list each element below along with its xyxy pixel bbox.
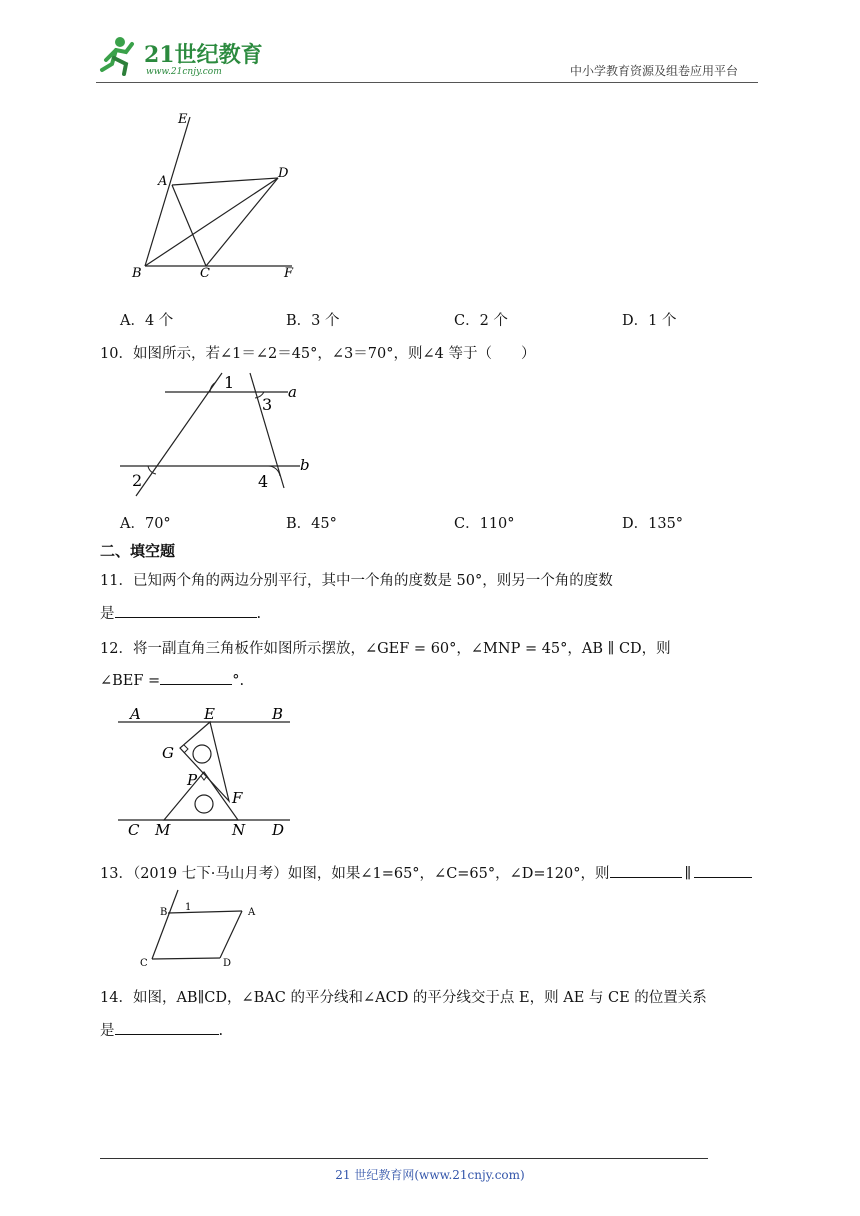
q12-line1: 12．将一副直角三角板作如图所示摆放，∠GEF = 60°，∠MNP = 45°，AB ∥ CD，则 — [100, 641, 671, 657]
svg-text:1: 1 — [224, 373, 235, 392]
q10-option-c: C．110° — [454, 516, 515, 532]
logo-url: www.21cnjy.com — [146, 67, 222, 77]
svg-text:C: C — [200, 266, 210, 281]
q9-option-c: C．2 个 — [454, 313, 508, 329]
svg-text:B: B — [272, 705, 284, 723]
figure-q10 — [110, 368, 320, 498]
svg-text:1: 1 — [185, 902, 192, 913]
svg-text:D: D — [278, 166, 289, 181]
q14-line2: 是 . — [100, 1019, 223, 1040]
svg-text:F: F — [284, 266, 294, 281]
q9-option-b: B．3 个 — [286, 313, 340, 329]
logo-text: 21世纪教育 — [144, 42, 263, 68]
svg-text:B: B — [132, 266, 142, 281]
svg-text:M: M — [155, 821, 171, 839]
q14-line1: 14．如图，AB∥CD，∠BAC 的平分线和∠ACD 的平分线交于点 E，则 AE 与 CE 的位置关系 — [100, 990, 707, 1006]
svg-text:A: A — [130, 705, 141, 723]
q9-option-d: D．1 个 — [622, 313, 677, 329]
q10-option-b: B．45° — [286, 516, 337, 532]
svg-text:B: B — [160, 907, 168, 918]
figure-q9 — [120, 105, 320, 290]
svg-text:D: D — [272, 821, 285, 839]
svg-text:a: a — [288, 383, 297, 401]
q9-option-a: A．4 个 — [120, 313, 174, 329]
q12-line2: ∠BEF = °. — [100, 670, 244, 689]
svg-text:A: A — [248, 907, 256, 918]
svg-text:N: N — [232, 821, 246, 839]
svg-text:E: E — [204, 705, 215, 723]
q13-answer-blank-1 — [610, 863, 682, 878]
svg-text:E: E — [178, 112, 188, 127]
q11-line1: 11．已知两个角的两边分别平行，其中一个角的度数是 50°，则另一个角的度数 — [100, 573, 613, 589]
site-logo — [96, 30, 266, 80]
footer-divider — [100, 1158, 708, 1159]
footer-link[interactable]: 21 世纪教育网(www.21cnjy.com) — [335, 1168, 525, 1182]
q11-answer-blank — [115, 603, 257, 618]
header-divider — [96, 82, 758, 83]
svg-text:D: D — [223, 958, 232, 969]
q10-text: 10．如图所示，若∠1＝∠2＝45°，∠3＝70°，则∠4 等于（ ） — [100, 346, 536, 362]
svg-text:G: G — [162, 744, 174, 762]
runner-icon — [102, 37, 132, 74]
q10-option-d: D．135° — [622, 516, 684, 532]
svg-text:C: C — [128, 821, 140, 839]
q11-line2: 是 . — [100, 602, 261, 623]
svg-text:A: A — [158, 174, 168, 189]
svg-text:4: 4 — [258, 472, 269, 491]
figure-q13 — [130, 888, 270, 972]
svg-text:C: C — [140, 958, 148, 969]
svg-text:3: 3 — [262, 395, 273, 414]
svg-text:b: b — [300, 456, 310, 474]
svg-text:2: 2 — [132, 471, 143, 490]
svg-text:P: P — [187, 771, 198, 789]
svg-text:F: F — [232, 789, 243, 807]
q13-answer-blank-2 — [694, 863, 752, 878]
figure-q12 — [110, 700, 310, 840]
q13-text: 13．（2019 七下·马山月考）如图，如果∠1=65°，∠C=65°，∠D=120°，则 ∥ — [100, 862, 752, 883]
section-title: 二、填空题 — [100, 542, 176, 560]
header-platform-text: 中小学教育资源及组卷应用平台 — [570, 64, 739, 78]
q10-option-a: A．70° — [120, 516, 171, 532]
q12-answer-blank — [160, 670, 232, 685]
q14-answer-blank — [115, 1020, 219, 1035]
